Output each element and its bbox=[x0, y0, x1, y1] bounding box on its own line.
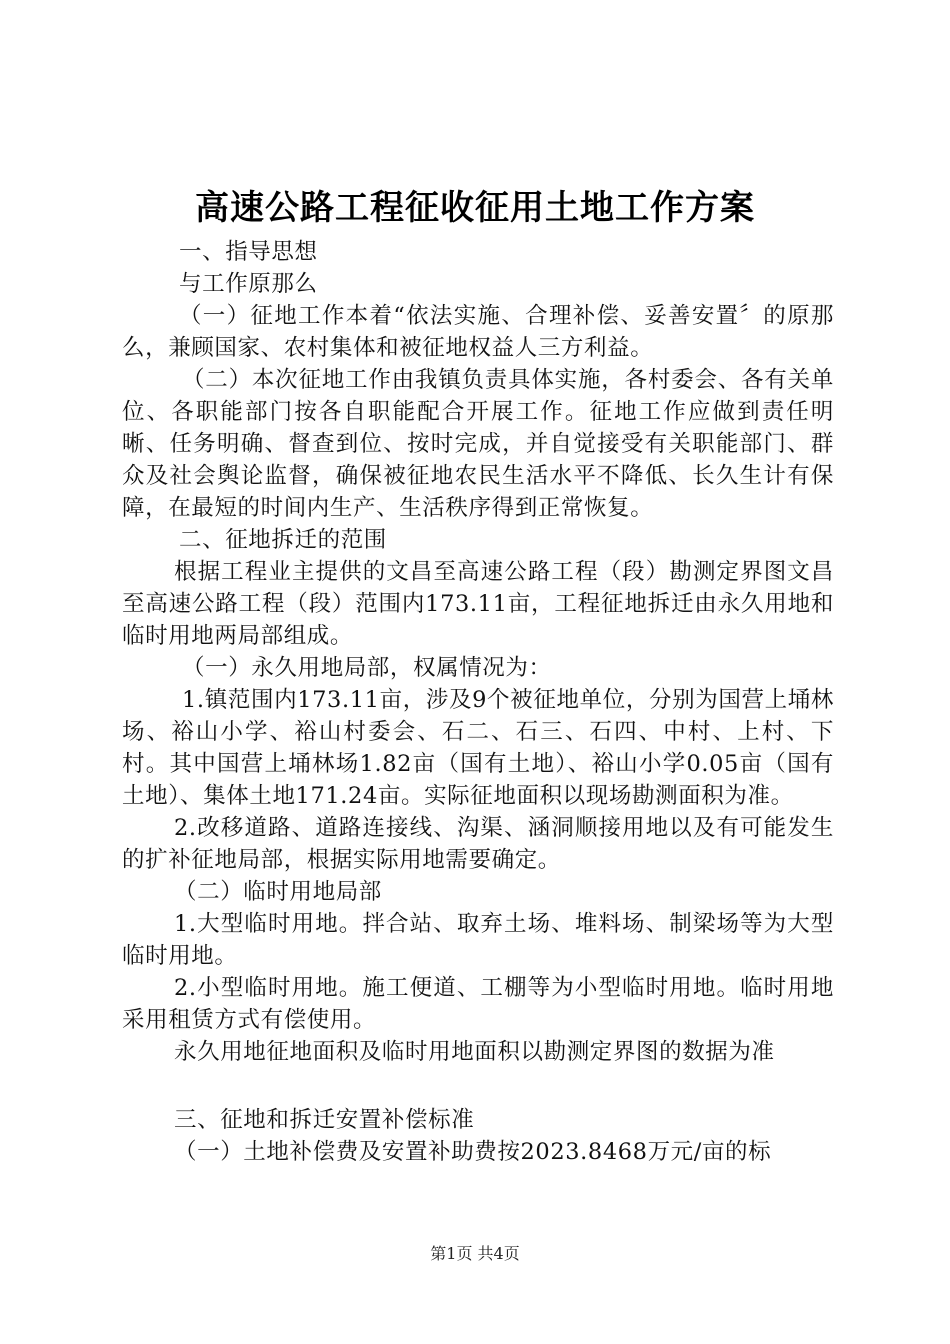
paragraph-working-principles: 与工作原那么 bbox=[179, 271, 318, 297]
paragraph-temporary-land-1: 1.大型临时用地。拌合站、取弃土场、堆料场、制梁场等为大型临时用地。 bbox=[122, 911, 834, 969]
subheading-temporary-land: （二）临时用地局部 bbox=[174, 879, 382, 905]
paragraph-permanent-land-2: 2.改移道路、道路连接线、沟渠、涵洞顺接用地以及有可能发生的扩补征地局部，根据实际用地需要确定。 bbox=[122, 815, 834, 873]
subheading-permanent-land: （一）永久用地局部，权属情况为： bbox=[182, 655, 552, 681]
paragraph-compensation-1: （一）土地补偿费及安置补助费按2023.8468万元/亩的标 bbox=[174, 1139, 772, 1165]
paragraph-principle-2: （二）本次征地工作由我镇负责具体实施，各村委会、各有关单位、各职能部门按各自职能配合开展工作。征地工作应做到责任明晰、任务明确、督查到位、按时完成，并自觉接受有关职能部门、群众及社会舆论监督，确保被征地农民生活水平不降低、长久生计有保障，在最短的时间内生产、生活秩序得到正常恢复。 bbox=[122, 367, 834, 521]
paragraph-temporary-land-2: 2.小型临时用地。施工便道、工棚等为小型临时用地。临时用地采用租赁方式有偿使用。 bbox=[122, 975, 834, 1033]
document-title: 高速公路工程征收征用土地工作方案 bbox=[195, 188, 755, 228]
paragraph-area-basis: 永久用地征地面积及临时用地面积以勘测定界图的数据为准 bbox=[174, 1039, 775, 1065]
section-heading-scope: 二、征地拆迁的范围 bbox=[179, 527, 387, 553]
paragraph-principle-1: （一）征地工作本着“依法实施、合理补偿、妥善安置〞的原那么，兼顾国家、农村集体和被征地权益人三方利益。 bbox=[122, 303, 834, 361]
page-footer: 第1页 共4页 bbox=[430, 1244, 520, 1263]
paragraph-permanent-land-1: 1.镇范围内173.11亩，涉及9个被征地单位，分别为国营上埇林场、裕山小学、裕山村委会、石二、石三、石四、中村、上村、下村。其中国营上埇林场1.82亩（国有土地）、裕山小学0.05亩（国有土地）、集体土地171.24亩。实际征地面积以现场勘测面积为准。 bbox=[122, 687, 834, 809]
paragraph-spacer bbox=[122, 1068, 834, 1104]
section-heading-compensation: 三、征地和拆迁安置补偿标准 bbox=[174, 1107, 475, 1133]
document-body bbox=[122, 236, 834, 1168]
paragraph-scope-description: 根据工程业主提供的文昌至高速公路工程（段）勘测定界图文昌至高速公路工程（段）范围内173.11亩，工程征地拆迁由永久用地和临时用地两局部组成。 bbox=[122, 559, 834, 649]
section-heading-guiding-ideology: 一、指导思想 bbox=[179, 239, 318, 265]
